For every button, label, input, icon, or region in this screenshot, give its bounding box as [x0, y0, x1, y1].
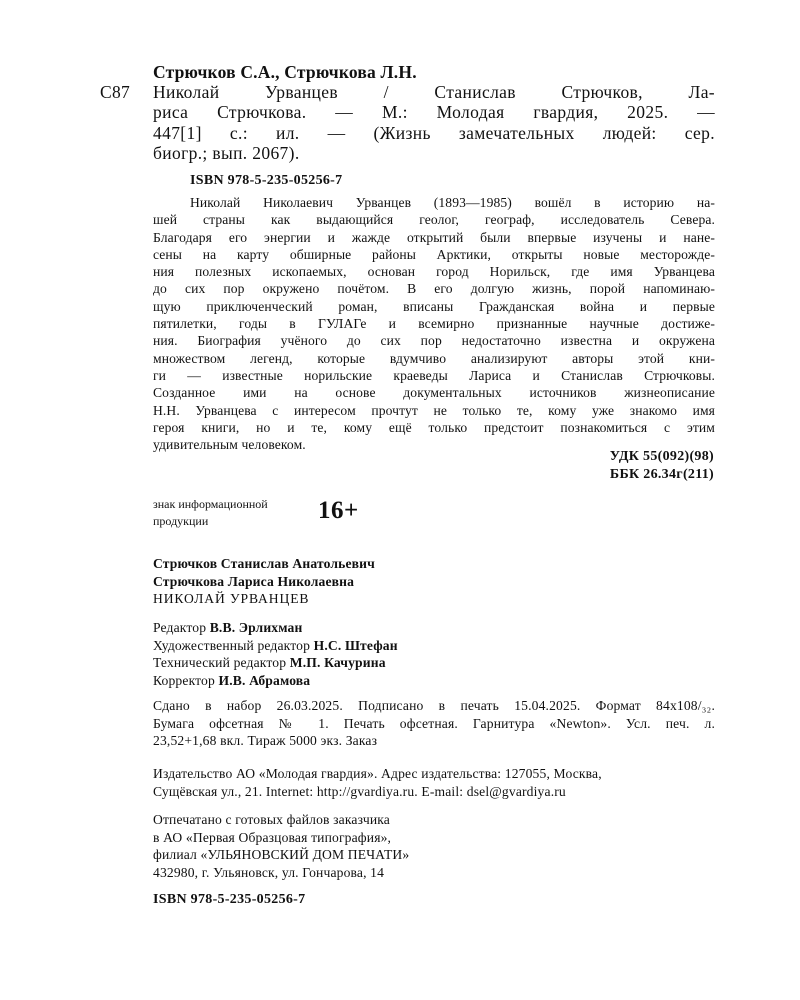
printer-line: филиал «УЛЬЯНОВСКИЙ ДОМ ПЕЧАТИ»	[153, 847, 410, 862]
annotation-line: множеством легенд, которые вдумчиво анализируют авторы этой кни-	[153, 350, 715, 366]
author-full-name: Стрючков Станислав Анатольевич	[153, 556, 375, 571]
classification-indexes	[610, 448, 714, 483]
annotation-line: до сих пор окружено почётом. В его долгую жизнь, порой напоминаю-	[153, 281, 715, 297]
proofreader-label: Корректор	[153, 672, 219, 688]
bibliographic-line: Николай Урванцев / Станислав Стрючков, Ла-	[153, 82, 715, 102]
bibliographic-line: биогр.; вып. 2067).	[153, 142, 300, 163]
art-editor-line	[153, 637, 398, 655]
bibliographic-line: риса Стрючкова. — М.: Молодая гвардия, 2025. —	[153, 102, 715, 123]
tech-editor-name: М.П. Качурина	[289, 655, 386, 670]
publisher-line: Сущёвская ул., 21. Internet: http://gvardiya.ru. E-mail: dsel@gvardiya.ru	[153, 783, 566, 799]
printer-info	[153, 811, 409, 881]
publisher-line: Издательство АО «Молодая гвардия». Адрес издательства: 127055, Москва,	[153, 766, 602, 781]
printer-line: в АО «Первая Образцовая типография»,	[153, 829, 392, 845]
print-info-line: Бумага офсетная № 1. Печать офсетная. Гарнитура «Newton». Усл. печ. л.	[153, 715, 715, 731]
annotation-line: шей страны как выдающийся геолог, географ, исследователь Севера.	[153, 212, 715, 228]
art-editor-label: Художественный редактор	[153, 637, 314, 653]
annotation-line: сены на карту обширные районы Арктики, открыты новые месторожде-	[153, 246, 715, 262]
print-info	[153, 697, 715, 750]
proofreader-line	[153, 672, 398, 690]
annotation	[153, 194, 715, 453]
age-mark-label	[153, 496, 313, 530]
art-editor-name: Н.С. Штефан	[313, 637, 398, 653]
author-full-name: Стрючкова Лариса Николаевна	[153, 573, 355, 589]
annotation-line: ния. Биография учёного до сих пор недостаточно известна и окружена	[153, 333, 715, 349]
printer-line: Отпечатано с готовых файлов заказчика	[153, 812, 390, 827]
isbn-bottom: ISBN 978-5-235-05256-7	[153, 892, 306, 907]
isbn-top: ISBN 978-5-235-05256-7	[190, 173, 343, 188]
age-rating: 16+	[318, 497, 359, 524]
proofreader-name: И.В. Абрамова	[218, 672, 311, 688]
annotation-line: Н.Н. Урванцева с интересом прочтут не только те, кому уже знакомо имя	[153, 402, 715, 418]
publisher-info	[153, 765, 715, 800]
editorial-staff	[153, 619, 398, 689]
authors-heading: Стрючков С.А., Стрючкова Л.Н.	[153, 62, 417, 82]
annotation-line: героя книги, но и те, кому ещё только предстоит познакомиться с этим	[153, 419, 715, 435]
age-mark-label-line: знак информационной	[153, 497, 268, 511]
bibliographic-line: 447[1] с.: ил. — (Жизнь замечательных людей: сер.	[153, 122, 715, 143]
print-info-line: Сдано в набор 26.03.2025. Подписано в печать 15.04.2025. Формат 84х108/₃₂.	[153, 698, 715, 713]
editor-label: Редактор	[153, 620, 210, 635]
bbk-index: ББК 26.34г(211)	[609, 466, 714, 482]
tech-editor-label: Технический редактор	[153, 655, 290, 670]
annotation-line: щую приключенческий роман, вписаны Гражданская война и первые	[153, 298, 715, 314]
print-info-line: 23,52+1,68 вкл. Тираж 5000 экз. Заказ	[153, 733, 378, 748]
annotation-line: ния полезных ископаемых, основан город Норильск, где имя Урванцева	[153, 264, 715, 280]
age-mark-label-line: продукции	[153, 514, 209, 528]
annotation-line: удивительным человеком.	[153, 437, 306, 453]
udk-index: УДК 55(092)(98)	[609, 449, 714, 464]
annotation-line: Созданное ими на основе документальных источников жизнеописание	[153, 385, 715, 401]
book-title: НИКОЛАЙ УРВАНЦЕВ	[153, 591, 310, 606]
bibliographic-description	[153, 82, 715, 163]
annotation-line: ги — известные норильские краеведы Лариса и Станислав Стрючковы.	[153, 367, 715, 383]
editor-line	[153, 619, 398, 637]
book-credits-authors	[153, 555, 375, 608]
classification-code: С87	[100, 82, 131, 102]
editor-name: В.В. Эрлихман	[209, 620, 303, 635]
tech-editor-line	[153, 654, 398, 672]
printer-line: 432980, г. Ульяновск, ул. Гончарова, 14	[153, 864, 385, 880]
annotation-line: пятилетки, годы в ГУЛАГе и всемирно признанные научные достиже-	[153, 316, 715, 332]
annotation-line: Благодаря его энергии и жажде открытий были впервые изучены и нане-	[153, 229, 715, 245]
annotation-line: Николай Николаевич Урванцев (1893—1985) вошёл в историю на-	[190, 195, 715, 210]
